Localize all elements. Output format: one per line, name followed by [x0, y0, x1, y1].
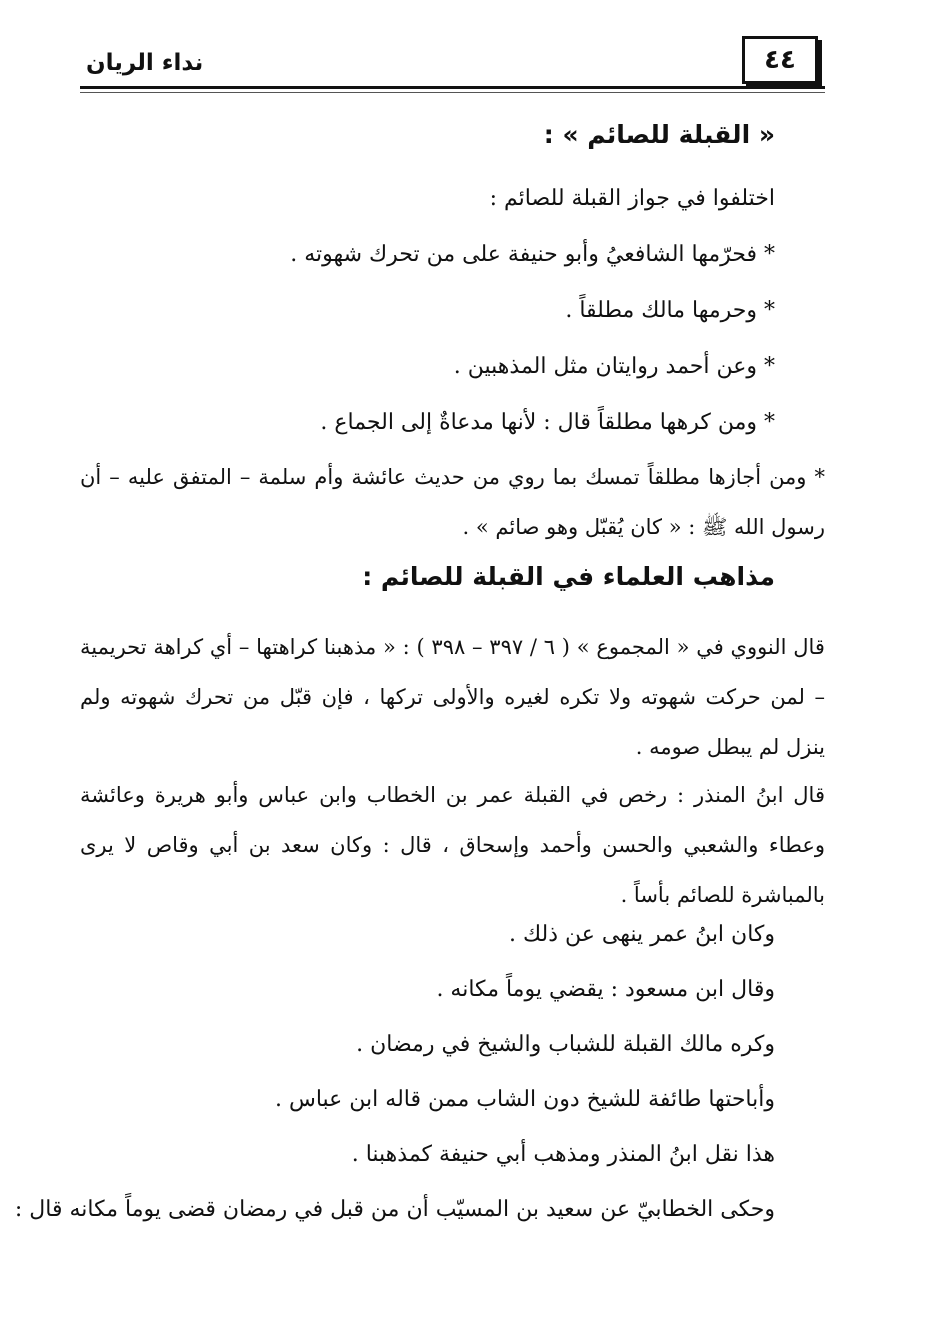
text-line: وحكى الخطابيّ عن سعيد بن المسيّب أن من قبل في رمضان قضى يوماً مكانه قال : [14, 1197, 775, 1222]
section-heading-kiss: « القبلة للصائم » : [543, 120, 775, 149]
page-number: ٤٤ [742, 36, 818, 84]
bullet-item: * وعن أحمد روايتان مثل المذهبين . [453, 354, 775, 379]
bullet-item-long: * ومن أجازها مطلقاً تمسك بما روي من حديث عائشة وأم سلمة – المتفق عليه – أن رسول الله ﷺ : « كان يُقبّل وهو صائم » . [80, 465, 825, 539]
text-line: هذا نقل ابنُ المنذر ومذهب أبي حنيفة كمذهبنا . [351, 1142, 775, 1167]
paragraph-ibn-mundhir: قال ابنُ المنذر : رخص في القبلة عمر بن الخطاب وابن عباس وأبو هريرة وعائشة وعطاء والشعبي والحسن وأحمد وإسحاق ، قال : وكان سعد بن أبي وقاص لا يرى بالمباشرة للصائم بأساً . [80, 783, 825, 907]
text-line: وكره مالك القبلة للشباب والشيخ في رمضان . [356, 1032, 775, 1057]
paragraph-nawawi: قال النووي في « المجموع » ( ٦ / ٣٩٧ – ٣٩٨ ) : « مذهبنا كراهتها – أي كراهة تحريمية – لمن حركت شهوته ولا تكره لغيره والأولى تركها ، فإن قبّل من تحرك شهوته ولم ينزل لم يبطل صومه . [80, 635, 825, 759]
bullet-item: * فحرّمها الشافعيُ وأبو حنيفة على من تحرك شهوته . [290, 242, 775, 267]
running-title: نداء الريان [86, 50, 204, 76]
bullet-item: * وحرمها مالك مطلقاً . [565, 298, 775, 323]
section-heading-scholars: مذاهب العلماء في القبلة للصائم : [362, 562, 775, 591]
text-line: وقال ابن مسعود : يقضي يوماً مكانه . [436, 977, 775, 1002]
intro-line: اختلفوا في جواز القبلة للصائم : [489, 186, 775, 211]
text-line: وكان ابنُ عمر ينهى عن ذلك . [508, 922, 775, 947]
bullet-item: * ومن كرهها مطلقاً قال : لأنها مدعاةٌ إلى الجماع . [320, 410, 775, 435]
header-divider-thin [80, 92, 825, 93]
page-header [80, 30, 825, 92]
header-divider [80, 86, 825, 89]
text-line: وأباحتها طائفة للشيخ دون الشاب ممن قاله ابن عباس . [275, 1087, 775, 1112]
